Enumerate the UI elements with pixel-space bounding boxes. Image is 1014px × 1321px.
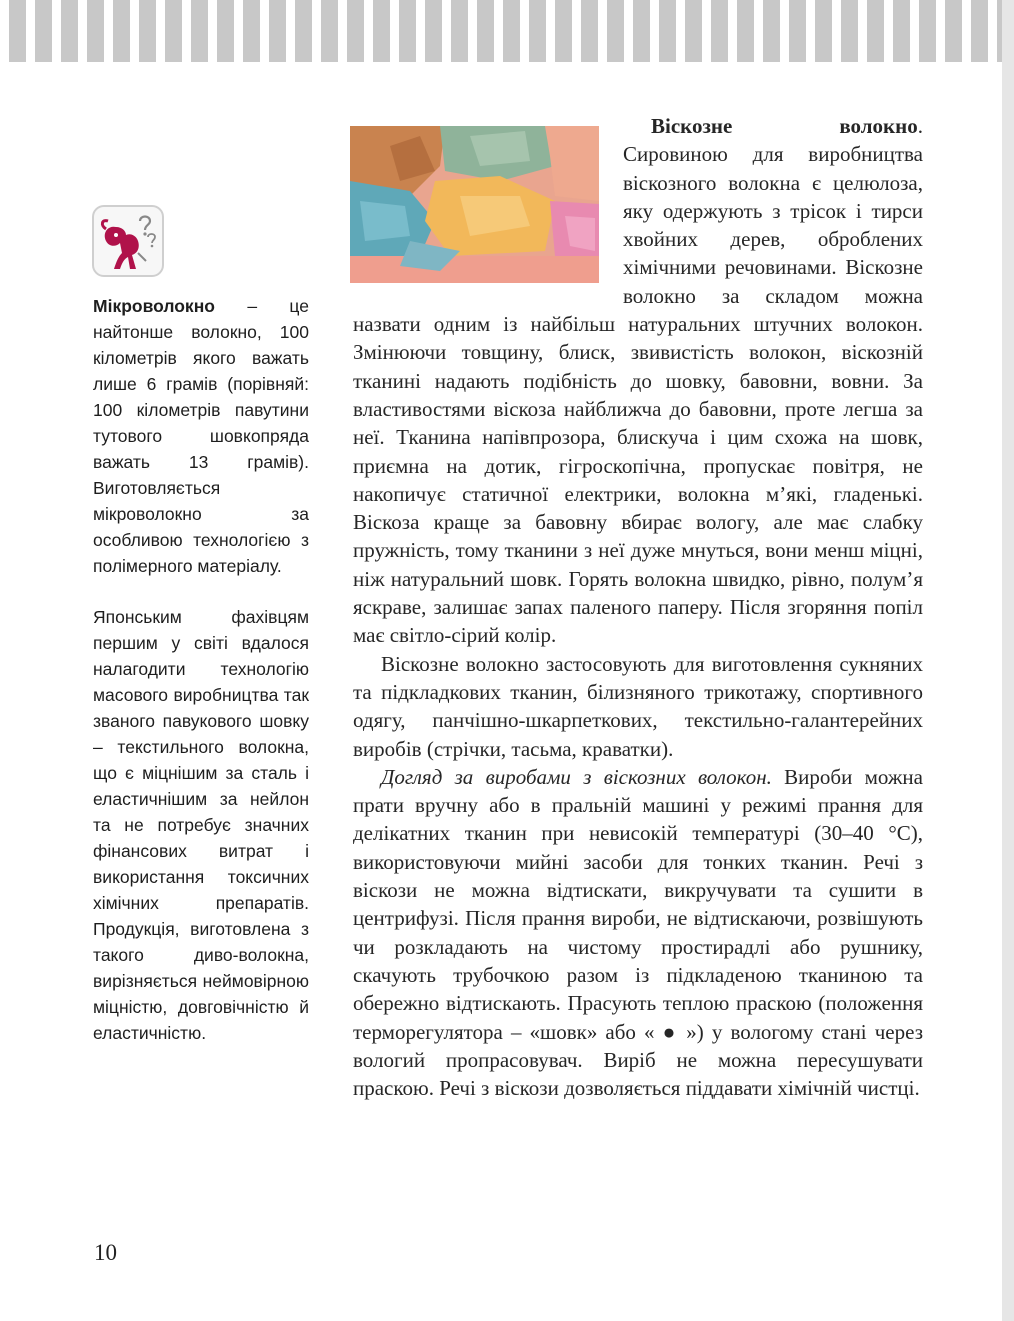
- microfiber-text: – це найтонше волокно, 100 кілометрів якого важать лише 6 грамів (порівняй: 100 кілометрів павутини тутового шовкопряда важать 13 грамів). Виготовляється мікроволокно за особливою технологією з полімерного матеріалу.: [93, 296, 309, 576]
- viscose-fiber-text: . Сировиною для виробництва віскозного волокна є целюлоза, яку одержують з трісок і тирси хвойних дерев, оброблених хімічними речовинами. Віскозне волокно за складом можна назвати одним із найбільш натуральних штучних волокон. Змінюючи товщину, блиск, звивистість волокон, віскозній тканині надають подібність до шовку, бавовни, вовни. За властивостями віскоза найближча до бавовни, проте легша за неї. Тканина напівпрозора, блискуча і цим схожа на шовк, приємна на дотик, гігроскопічна, пропускає повітря, не накопичує статичної електрики, волокна м’які, гладенькі. Віскоза краще за бавовну вбирає вологу, але має слабку пружність, тому тканини з неї дуже мнуться, вони менш міцні, ніж натуральний шовк. Горять волокна швидко, рівно, полум’я яскраве, залишає запах паленого паперу. Після згоряння попіл має світло-сірий колір.: [353, 114, 923, 648]
- paragraph-viscose-uses: Віскозне волокно застосовують для виготовлення сукняних та підкладкових тканин, білизняного трикотажу, спортивного одягу, панчішно-шкарпеткових, текстильно-галантерейних виробів (стрічки, тасьма, краватки).: [353, 651, 923, 761]
- top-stripe-decoration: [0, 0, 1014, 62]
- spider-silk-text: Японським фахівцям першим у світі вдалося налагодити технологію масового виробництва так званого павукового шовку – текстильного волокна, що є міцнішим за сталь і еластичнішим за нейлон та не потребує значних фінансових витрат і використання токсичних хімічних препаратів. Продукція, виготовлена з такого диво-волокна, вирізняється неймовірною міцністю, довговічністю й еластичністю.: [93, 607, 309, 1043]
- page-number: 10: [94, 1240, 117, 1265]
- viscose-fiber-heading: Віскозне волокно: [651, 114, 918, 138]
- main-text-column: [353, 112, 923, 1102]
- spider-silk-note: [93, 604, 309, 1046]
- paragraph-viscose-care: [353, 763, 923, 1103]
- right-margin-bar: [1002, 0, 1014, 1321]
- microfiber-term: Мікроволокно: [93, 296, 215, 316]
- viscose-care-heading: Догляд за виробами з віскозних волокон.: [381, 764, 772, 789]
- curious-figure-question-icon: [92, 205, 164, 277]
- microfiber-note: [93, 293, 309, 579]
- viscose-care-text: Вироби можна прати вручну або в пральній машині у режимі прання для делікатних тканин при невисокій температурі (30–40 °С), використовуючи мийні засоби для тонких тканин. Речі з віскози не можна відтискати, викручувати та сушити в центрифузі. Після прання вироби, не відтискаючи, розвішують чи розкладають на чистому простирадлі або рушнику, скачують трубочкою разом із підкладеною тканиною та обережно відтискають. Прасують теплою праскою (положення терморегулятора – «шовк» або « ● ») у вологому стані через вологий пропрасовувач. Виріб не можна пересушувати праскою. Речі з віскози дозволяється піддавати хімічній чистці.: [353, 764, 923, 1101]
